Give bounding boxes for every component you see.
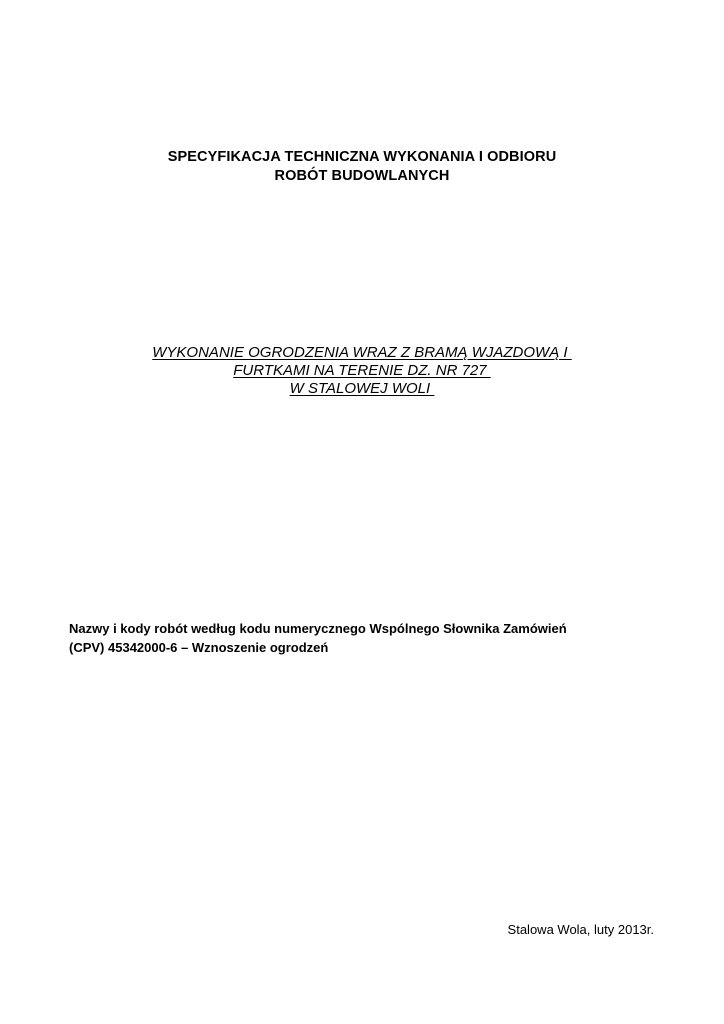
cpv-line-1: Nazwy i kody robót według kodu numerycznego Wspólnego Słownika Zamówień — [69, 621, 567, 636]
title-line-2: ROBÓT BUDOWLANYCH — [274, 168, 450, 184]
document-title — [0, 148, 724, 186]
subject-line-2: FURTKAMI NA TERENIE DZ. NR 727 — [233, 362, 491, 379]
cpv-line-2: (CPV) 45342000-6 – Wznoszenie ogrodzeń — [69, 640, 329, 655]
place-and-date: Stalowa Wola, luty 2013r. — [507, 922, 654, 937]
project-subject — [0, 344, 724, 398]
subject-line-3: W STALOWEJ WOLI — [289, 380, 435, 397]
cpv-code-section — [69, 619, 669, 657]
subject-line-1: WYKONANIE OGRODZENIA WRAZ Z BRAMĄ WJAZDOWĄ I — [152, 344, 572, 361]
title-line-1: SPECYFIKACJA TECHNICZNA WYKONANIA I ODBIORU — [167, 149, 557, 165]
